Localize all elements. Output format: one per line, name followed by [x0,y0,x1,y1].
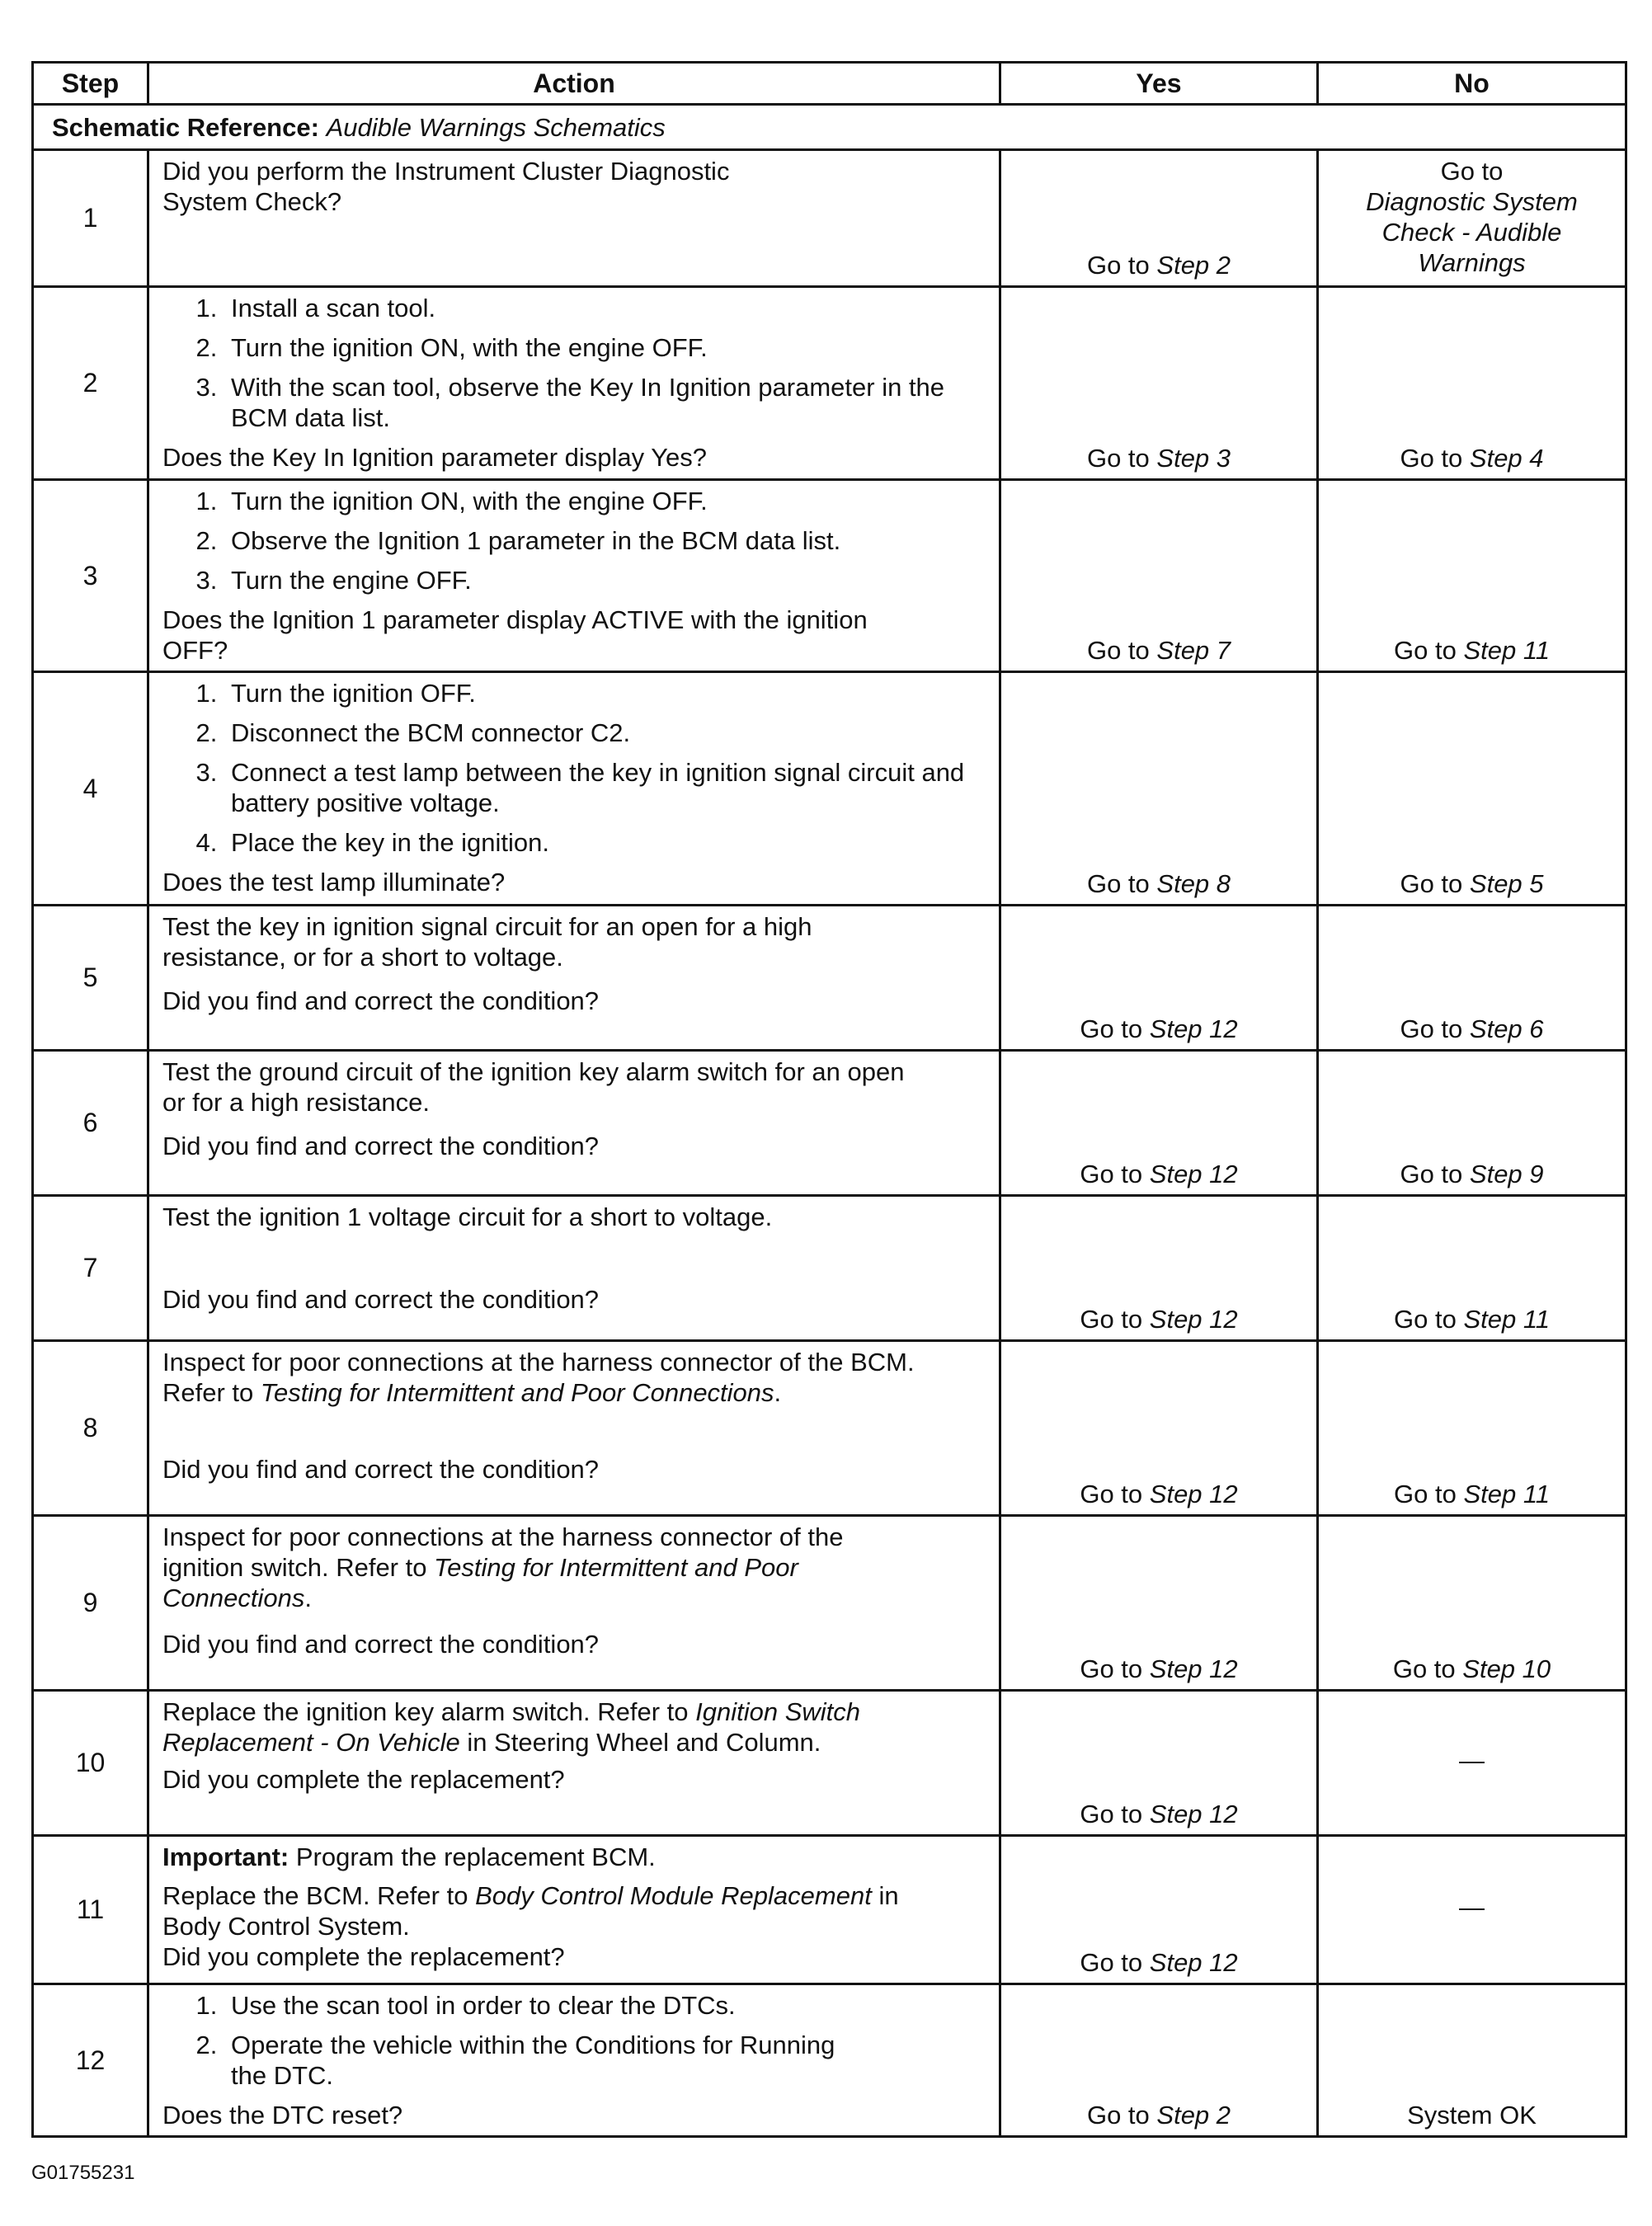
no-cell[interactable] [1318,1341,1626,1516]
question-text: Does the Ignition 1 parameter display ACTIVE with the ignition OFF? [162,605,868,665]
go-to-label: Go to [1400,1160,1463,1188]
yes-step-link[interactable]: Step 3 [1156,444,1231,473]
yes-step-link[interactable]: Step 2 [1156,2101,1231,2130]
no-cell[interactable] [1318,480,1626,672]
no-dash: — [1459,1746,1485,1775]
no-cell[interactable] [1318,287,1626,480]
table-row [33,1691,1626,1836]
yes-cell[interactable] [1000,1984,1318,2137]
go-to-label: Go to [1086,2101,1150,2130]
no-cell[interactable] [1318,672,1626,906]
yes-cell[interactable] [1000,1516,1318,1691]
action-text-post: . [304,1584,312,1612]
instruction-item: 1. Turn the ignition ON, with the engine OFF. [224,486,986,516]
step-number: 12 [33,1984,148,2137]
go-to-label: Go to [1086,251,1150,280]
no-cell [1318,1984,1626,2137]
yes-step-link[interactable]: Step 12 [1149,1160,1238,1188]
reference-link[interactable]: Testing for Intermittent and Poor Connections [162,1553,798,1612]
go-to-label: Go to [1392,1654,1456,1683]
no-cell [1318,1691,1626,1836]
header-action: Action [148,63,1000,105]
step-number: 8 [33,1341,148,1516]
yes-cell[interactable] [1000,906,1318,1051]
action-text-post: in Steering Wheel and Column. [459,1728,821,1757]
important-text: Program the replacement BCM. [289,1842,656,1871]
go-to-label: Go to [1393,1305,1457,1334]
action-text [162,1522,921,1629]
action-cell [148,1196,1000,1341]
go-to-label: Go to [1080,1800,1143,1828]
header-step: Step [33,63,148,105]
header-row [33,63,1626,105]
question-text: Did you find and correct the condition? [162,986,600,1015]
schematic-reference [33,105,1626,150]
no-step-link[interactable]: Step 11 [1463,636,1551,665]
step-number: 11 [33,1836,148,1984]
action-text-pre: Replace the BCM. Refer to [162,1881,476,1910]
no-cell[interactable] [1318,150,1626,287]
question-text: Does the DTC reset? [162,2101,403,2130]
instruction-list [162,678,986,858]
header-yes: Yes [1000,63,1318,105]
yes-cell[interactable] [1000,150,1318,287]
instruction-item: 2. Disconnect the BCM connector C2. [224,718,986,748]
yes-step-link[interactable]: Step 8 [1156,869,1231,898]
instruction-item: 1. Turn the ignition OFF. [224,678,986,708]
action-cell [148,1051,1000,1196]
reference-link[interactable]: Ignition Switch Replacement - On Vehicle [162,1697,861,1757]
question-text: Did you find and correct the condition? [162,1285,600,1314]
yes-cell[interactable] [1000,1341,1318,1516]
action-text: Did you perform the Instrument Cluster Diagnostic System Check? [162,157,730,216]
no-step-link[interactable]: Step 5 [1469,869,1544,898]
go-to-label: Go to [1080,1948,1143,1977]
yes-step-link[interactable]: Step 12 [1149,1480,1238,1508]
yes-cell[interactable] [1000,1836,1318,1984]
step-number: 10 [33,1691,148,1836]
go-to-label: Go to [1400,1014,1463,1043]
action-cell [148,1836,1000,1984]
no-step-link[interactable]: Step 6 [1469,1014,1544,1043]
yes-cell[interactable] [1000,1691,1318,1836]
no-dash: — [1459,1893,1485,1922]
action-cell [148,480,1000,672]
table-row [33,1196,1626,1341]
go-to-label: Go to [1086,636,1150,665]
header-no: No [1318,63,1626,105]
schematic-link[interactable]: Audible Warnings Schematics [326,112,666,142]
yes-step-link[interactable]: Step 12 [1149,1305,1238,1334]
question-text: Did you complete the replacement? [162,1765,565,1794]
action-text [162,1347,954,1454]
no-cell[interactable] [1318,1051,1626,1196]
important-label: Important: [162,1842,289,1871]
question-text: Did you find and correct the condition? [162,1132,600,1160]
yes-step-link[interactable]: Step 12 [1149,1948,1238,1977]
no-step-link[interactable]: Step 10 [1462,1654,1551,1683]
action-text: Test the ground circuit of the ignition key alarm switch for an open or for a high resistance. [162,1057,905,1117]
yes-step-link[interactable]: Step 12 [1149,1654,1238,1683]
action-cell [148,1516,1000,1691]
table-row [33,1984,1626,2137]
instruction-item: 2. Turn the ignition ON, with the engine OFF. [224,332,986,363]
schematic-reference-row [33,105,1626,150]
table-row [33,287,1626,480]
question-text: Did you complete the replacement? [162,1942,565,1971]
action-text-post: . [774,1378,782,1407]
action-text [162,1697,954,1758]
go-to-label: Go to [1086,869,1150,898]
action-text-pre: Replace the ignition key alarm switch. Refer to [162,1697,696,1726]
action-text: Test the ignition 1 voltage circuit for a short to voltage. [162,1202,773,1231]
diagnostic-table [31,61,1627,2138]
action-cell [148,1341,1000,1516]
go-to-label: Go to [1440,157,1504,186]
no-cell[interactable] [1318,1516,1626,1691]
go-to-label: Go to [1400,869,1463,898]
action-cell [148,287,1000,480]
table-row [33,1341,1626,1516]
instruction-item: 3. Turn the engine OFF. [224,565,986,595]
yes-step-link[interactable]: Step 7 [1156,636,1231,665]
no-step-link[interactable]: Diagnostic System Check - Audible Warnings [1366,187,1578,277]
instruction-list [162,1990,986,2091]
reference-link[interactable]: Body Control Module Replacement [475,1881,872,1910]
no-cell[interactable] [1318,1196,1626,1341]
action-text-pre: Inspect for poor connections at the harness connector of the ignition switch. Refer to [162,1522,844,1582]
go-to-label: Go to [1086,444,1150,473]
instruction-item: 4. Place the key in the ignition. [224,827,986,858]
no-step-link[interactable]: Step 11 [1463,1305,1551,1334]
go-to-label: Go to [1080,1654,1143,1683]
schematic-label: Schematic Reference: [52,112,319,142]
yes-cell[interactable] [1000,287,1318,480]
yes-cell[interactable] [1000,1196,1318,1341]
yes-step-link[interactable]: Step 12 [1149,1014,1238,1043]
no-step-link[interactable]: Step 11 [1463,1480,1551,1508]
instruction-item: 2. Observe the Ignition 1 parameter in the BCM data list. [224,525,986,556]
no-step-link[interactable]: Step 4 [1469,444,1544,473]
go-to-label: Go to [1400,444,1463,473]
yes-cell[interactable] [1000,1051,1318,1196]
step-number: 3 [33,480,148,672]
go-to-label: Go to [1080,1305,1143,1334]
step-number: 6 [33,1051,148,1196]
go-to-label: Go to [1080,1014,1143,1043]
action-cell [148,1984,1000,2137]
instruction-item: 2. Operate the vehicle within the Conditions for Running the DTC. [224,2030,874,2091]
instruction-item: 1. Install a scan tool. [224,293,986,323]
action-cell [148,672,1000,906]
yes-step-link[interactable]: Step 12 [1149,1800,1238,1828]
question-text: Does the Key In Ignition parameter display Yes? [162,443,708,472]
yes-cell[interactable] [1000,672,1318,906]
table-row [33,1051,1626,1196]
table-row [33,150,1626,287]
action-text-post: in Body Control System. [162,1881,899,1941]
instruction-list [162,486,986,595]
yes-cell[interactable] [1000,480,1318,672]
no-step-link[interactable]: Step 9 [1469,1160,1544,1188]
step-number: 9 [33,1516,148,1691]
reference-link[interactable]: Testing for Intermittent and Poor Connections [260,1378,774,1407]
table-row [33,480,1626,672]
go-to-label: Go to [1080,1160,1143,1188]
step-number: 1 [33,150,148,287]
action-text: Test the key in ignition signal circuit for an open for a high resistance, or for a short to voltage. [162,912,812,972]
important-note [162,1842,986,1872]
instruction-list [162,293,986,433]
action-cell [148,150,1000,287]
table-row [33,1836,1626,1984]
table-row [33,672,1626,906]
system-ok-text: System OK [1407,2101,1537,2130]
question-text: Did you find and correct the condition? [162,1630,600,1659]
step-number: 5 [33,906,148,1051]
yes-step-link[interactable]: Step 2 [1156,251,1231,280]
table-row [33,1516,1626,1691]
question-text: Did you find and correct the condition? [162,1455,600,1484]
go-to-label: Go to [1080,1480,1143,1508]
step-number: 4 [33,672,148,906]
go-to-label: Go to [1393,1480,1457,1508]
go-to-label: Go to [1393,636,1457,665]
figure-code: G01755231 [31,2162,135,2184]
no-cell[interactable] [1318,906,1626,1051]
instruction-item: 3. Connect a test lamp between the key in ignition signal circuit and battery positive voltage. [224,757,986,818]
instruction-item: 3. With the scan tool, observe the Key In Ignition parameter in the BCM data list. [224,372,986,433]
action-text [162,1880,954,1941]
action-cell [148,906,1000,1051]
step-number: 7 [33,1196,148,1341]
action-text-pre: Inspect for poor connections at the harness connector of the BCM. Refer to [162,1348,915,1407]
table-row [33,906,1626,1051]
step-number: 2 [33,287,148,480]
action-cell [148,1691,1000,1836]
no-cell [1318,1836,1626,1984]
question-text: Does the test lamp illuminate? [162,868,506,897]
instruction-item: 1. Use the scan tool in order to clear the DTCs. [224,1990,986,2021]
